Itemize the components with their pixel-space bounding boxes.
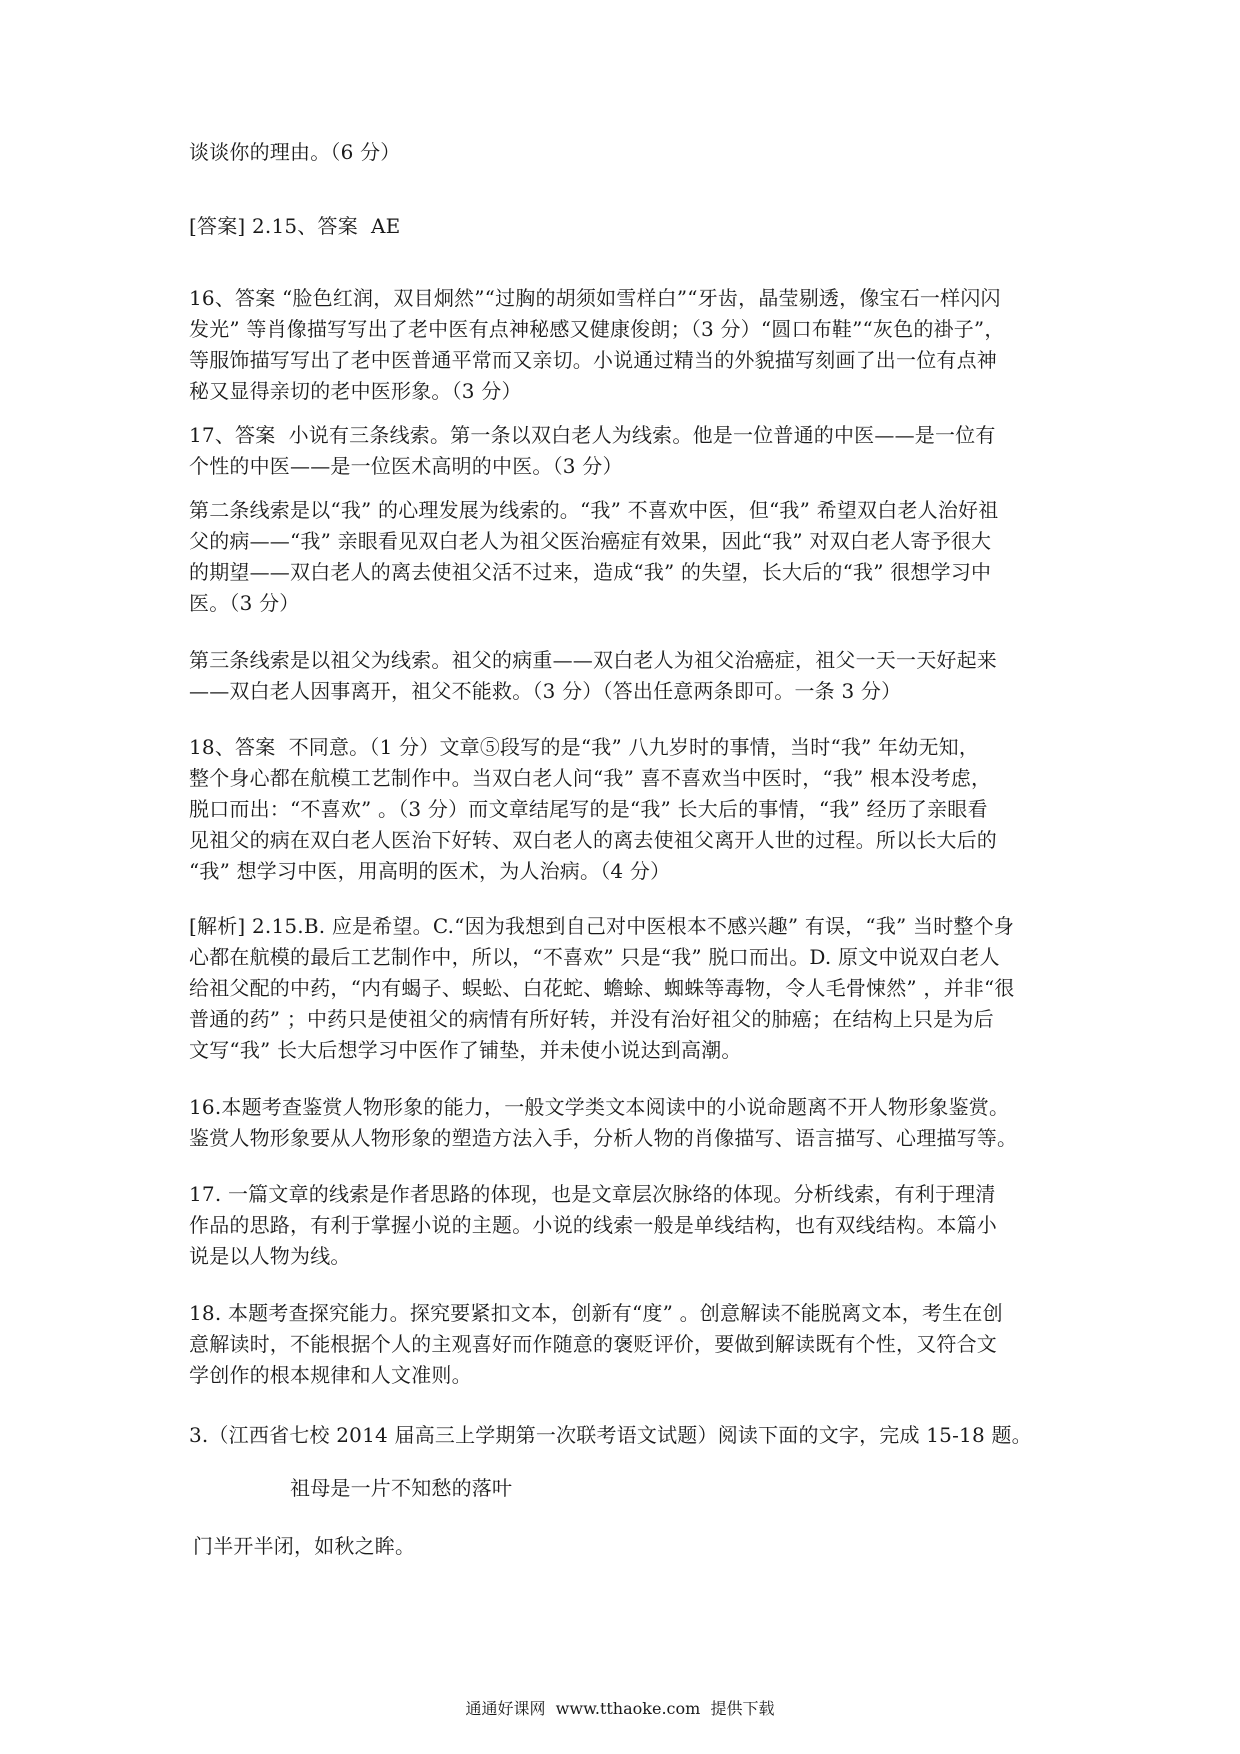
- text-line: 给祖父配的中药，“内有蝎子、蜈蚣、白花蛇、蟾蜍、蜘蛛等毒物，令人毛骨悚然” ，并非“很: [189, 976, 1015, 1000]
- text-line: 文写“我” 长大后想学习中医作了铺垫，并未使小说达到高潮。: [189, 1038, 742, 1062]
- text-line: 学创作的根本规律和人文准则。: [189, 1363, 472, 1387]
- text-line: [解析] 2.15.B. 应是希望。C.“因为我想到自己对中医根本不感兴趣” 有误，“我” 当时整个身: [189, 914, 1015, 938]
- text-line: “我” 想学习中医，用高明的医术，为人治病。（4 分）: [189, 859, 671, 883]
- text-line: 说是以人物为线。: [189, 1244, 351, 1268]
- text-line: 见祖父的病在双白老人医治下好转、双白老人的离去使祖父离开人世的过程。所以长大后的: [189, 828, 997, 852]
- page-footer: 通通好课网 www.tthaoke.com 提供下载: [465, 1699, 775, 1718]
- text-line: 18. 本题考查探究能力。探究要紧扣文本，创新有“度” 。创意解读不能脱离文本，考生在创: [189, 1301, 1003, 1325]
- text-line: 17. 一篇文章的线索是作者思路的体现，也是文章层次脉络的体现。分析线索，有利于理清: [189, 1182, 996, 1206]
- passage-title: 祖母是一片不知愁的落叶: [290, 1476, 513, 1500]
- text-line: [答案] 2.15、答案 AE: [189, 214, 401, 238]
- text-line: 17、答案 小说有三条线索。第一条以双白老人为线索。他是一位普通的中医——是一位有: [189, 423, 996, 447]
- text-line: 鉴赏人物形象要从人物形象的塑造方法入手，分析人物的肖像描写、语言描写、心理描写等。: [189, 1126, 1018, 1150]
- text-line: 16.本题考查鉴赏人物形象的能力，一般文学类文本阅读中的小说命题离不开人物形象鉴赏。: [189, 1095, 1010, 1119]
- text-line: 脱口而出：“不喜欢” 。（3 分）而文章结尾写的是“我” 长大后的事情，“我” 经历了亲眼看: [189, 797, 988, 821]
- text-line: 整个身心都在航模工艺制作中。当双白老人问“我” 喜不喜欢当中医时，“我” 根本没考虑，: [189, 766, 992, 790]
- text-line: 第三条线索是以祖父为线索。祖父的病重——双白老人为祖父治癌症，祖父一天一天好起来: [189, 648, 997, 672]
- text-line: 谈谈你的理由。（6 分）: [189, 140, 401, 164]
- text-line: 16、答案 “脸色红润，双目炯然”“过胸的胡须如雪样白”“牙齿，晶莹剔透，像宝石一样闪闪: [189, 286, 1001, 310]
- text-line: ——双白老人因事离开，祖父不能救。（3 分）（答出任意两条即可。一条 3 分）: [189, 679, 902, 703]
- text-line: 发光” 等肖像描写写出了老中医有点神秘感又健康俊朗；（3 分）“圆口布鞋”“灰色的褂子”，: [189, 317, 1005, 341]
- text-line: 门半开半闭，如秋之眸。: [193, 1534, 416, 1558]
- text-line: 普通的药” ；中药只是使祖父的病情有所好转，并没有治好祖父的肺癌；在结构上只是为后: [189, 1007, 994, 1031]
- text-line: 个性的中医——是一位医术高明的中医。（3 分）: [189, 454, 623, 478]
- text-line: 的期望——双白老人的离去使祖父活不过来，造成“我” 的失望，长大后的“我” 很想学习中: [189, 560, 992, 584]
- text-line: 第二条线索是以“我” 的心理发展为线索的。“我” 不喜欢中医，但“我” 希望双白老人治好祖: [189, 498, 999, 522]
- text-line: 3.（江西省七校 2014 届高三上学期第一次联考语文试题）阅读下面的文字，完成 15-18 题。: [189, 1423, 1032, 1447]
- text-line: 秘又显得亲切的老中医形象。（3 分）: [189, 379, 522, 403]
- text-line: 18、答案 不同意。（1 分）文章⑤段写的是“我” 八九岁时的事情，当时“我” 年幼无知，: [189, 735, 980, 759]
- text-line: 等服饰描写写出了老中医普通平常而又亲切。小说通过精当的外貌描写刻画了出一位有点神: [189, 348, 997, 372]
- text-line: 心都在航模的最后工艺制作中，所以，“不喜欢” 只是“我” 脱口而出。D. 原文中说双白老人: [189, 945, 1000, 969]
- text-line: 父的病——“我” 亲眼看见双白老人为祖父医治癌症有效果，因此“我” 对双白老人寄予很大: [189, 529, 992, 553]
- text-line: 意解读时，不能根据个人的主观喜好而作随意的褒贬评价，要做到解读既有个性，又符合文: [189, 1332, 997, 1356]
- text-line: 作品的思路，有利于掌握小说的主题。小说的线索一般是单线结构，也有双线结构。本篇小: [189, 1213, 997, 1237]
- text-line: 医。（3 分）: [189, 591, 300, 615]
